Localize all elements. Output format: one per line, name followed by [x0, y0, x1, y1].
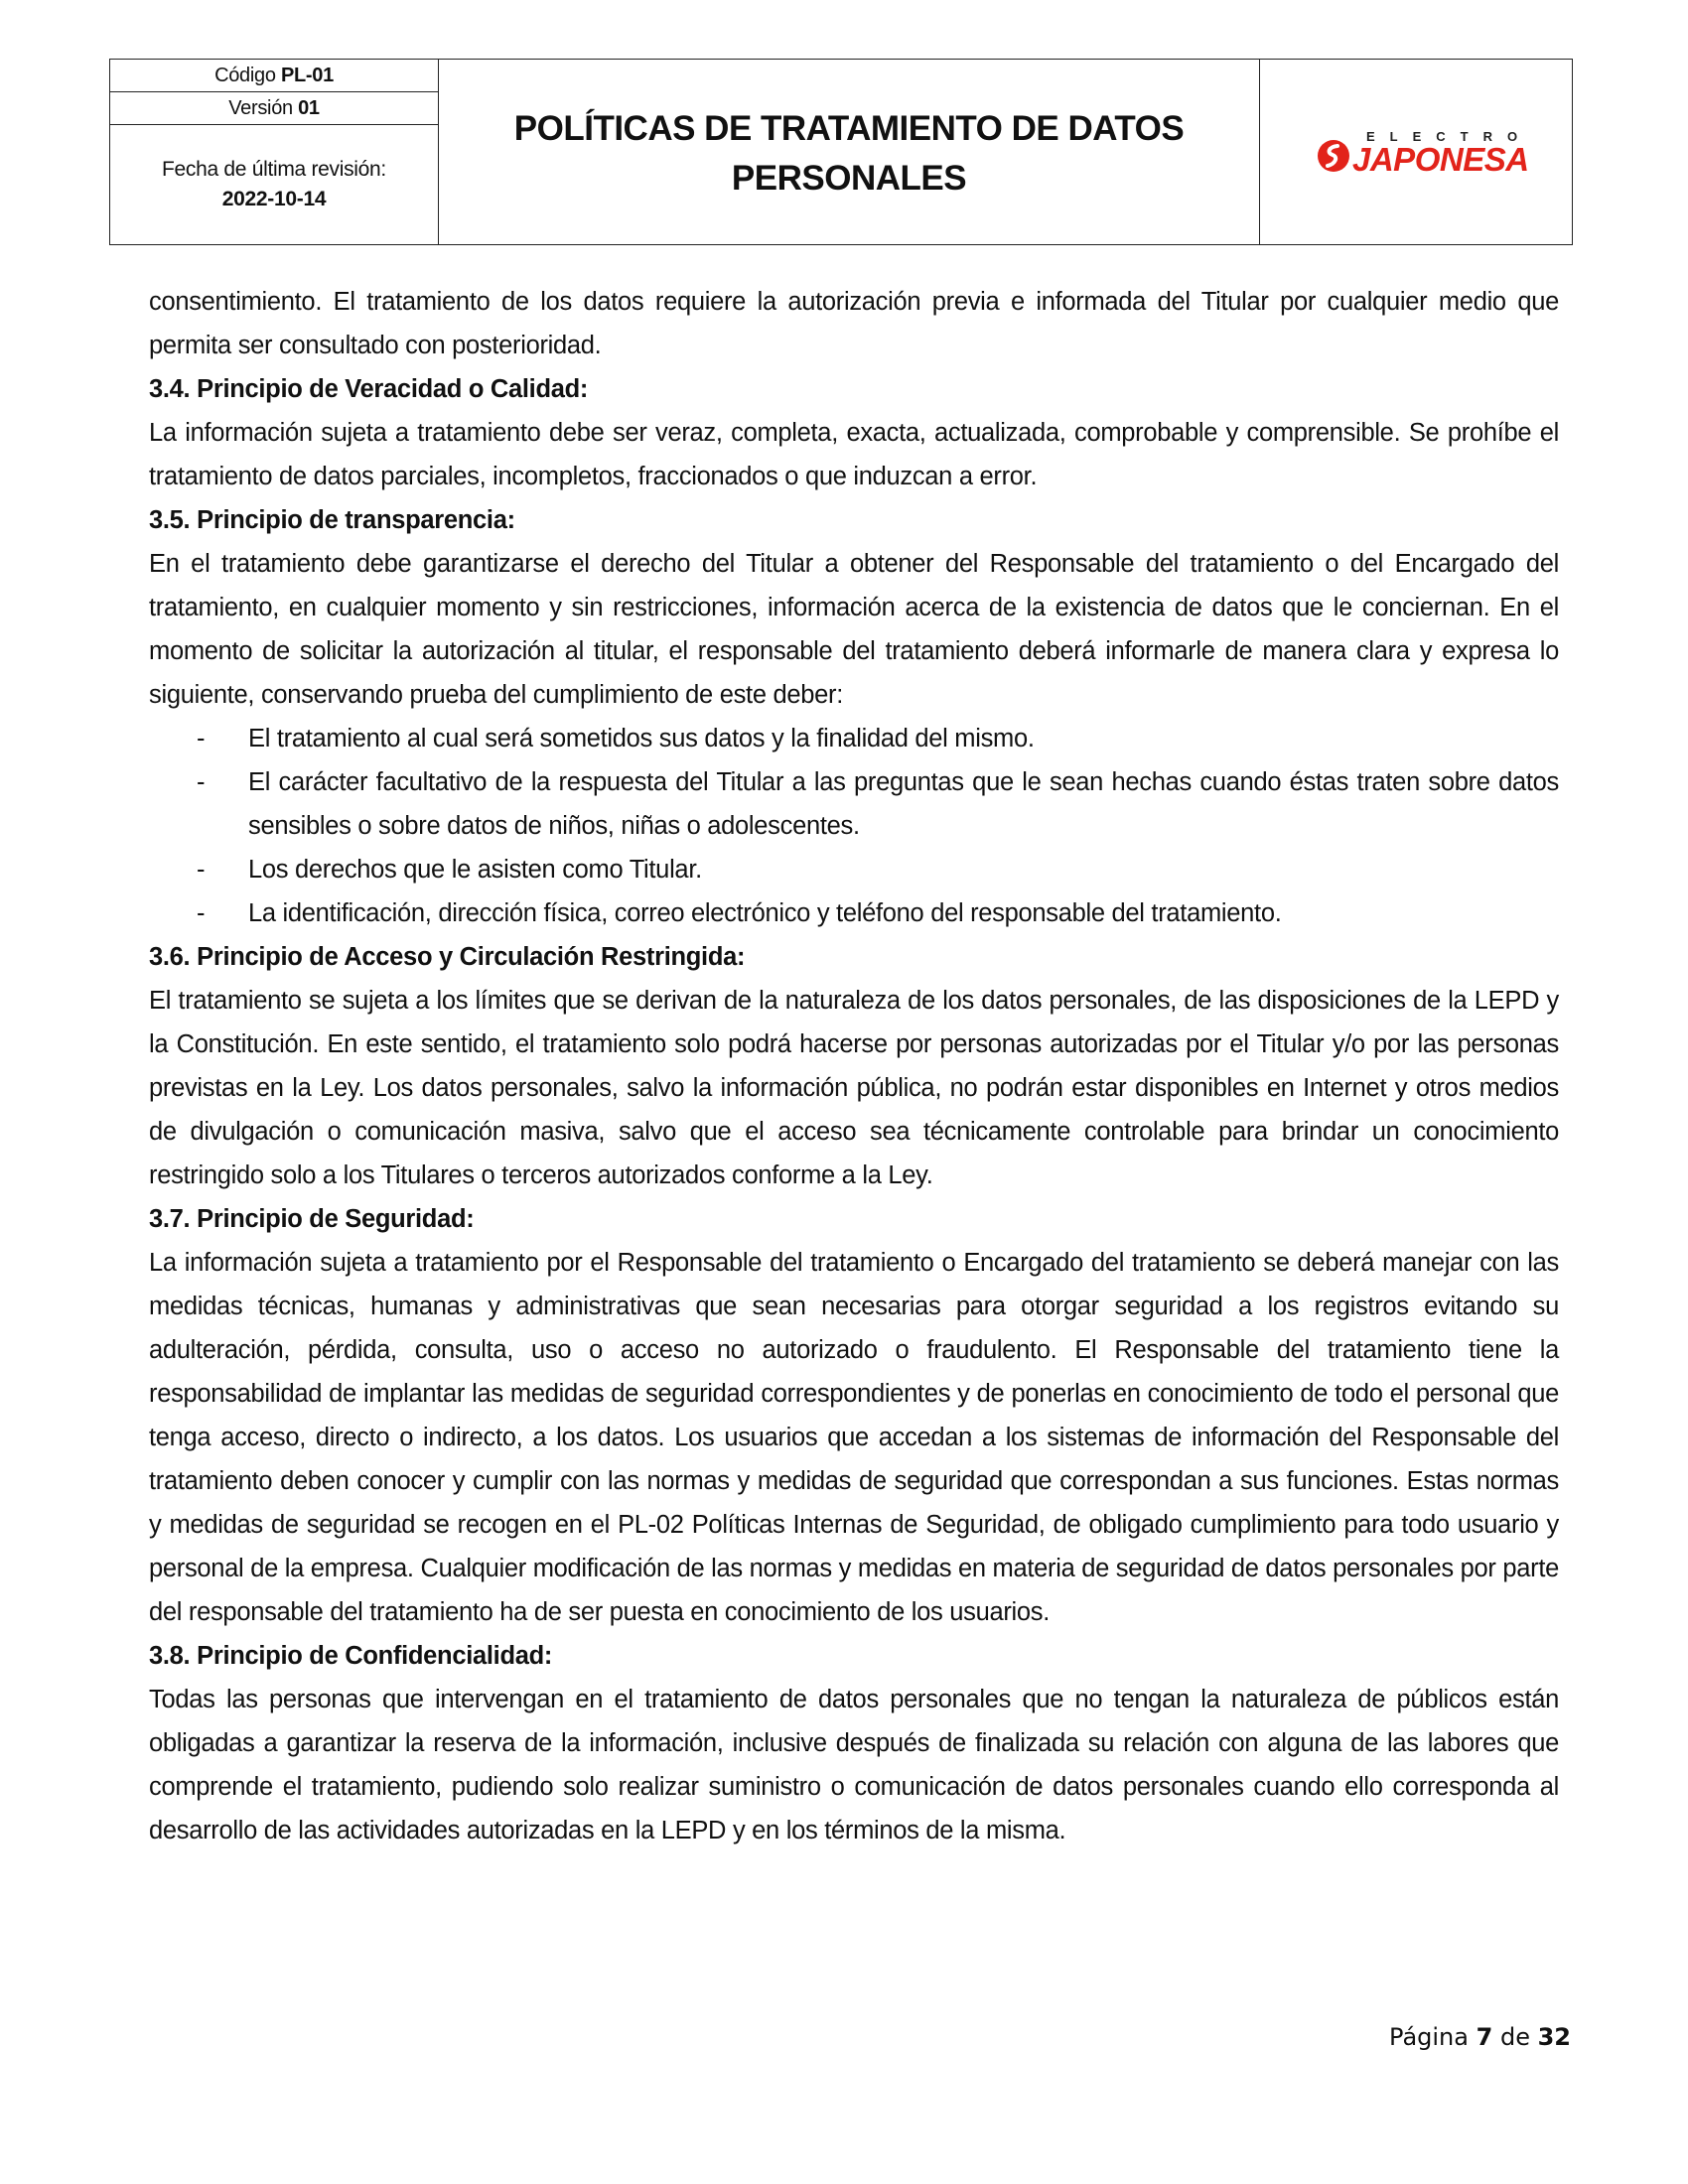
list-marker: - [197, 725, 206, 752]
document-version [110, 92, 438, 125]
transparency-list [149, 717, 1559, 935]
list-item-text: Los derechos que le asisten como Titular. [248, 856, 702, 884]
section-3-8-heading: 3.8. Principio de Confidencialidad: [149, 1642, 553, 1670]
section-3-8-text: Todas las personas que intervengan en el tratamiento de datos personales que no tengan la naturaleza de públicos están obligadas a garantizar la reserva de la información, inclusive después de finalizada su relación con alguna de las labores que comprende el tratamiento, pudiendo solo realizar suministro o comunicación de datos personales cuando ello corresponda al desarrollo de las actividades autorizadas en la LEPD y en los términos de la misma. [149, 1686, 1559, 1844]
list-item [149, 848, 1559, 891]
list-marker: - [197, 856, 206, 884]
revision-date [110, 125, 438, 244]
section-3-7-text: La información sujeta a tratamiento por el Responsable del tratamiento o Encargado del tratamiento se deberá manejar con las medidas técnicas, humanas y administrativas que sean necesarias para otorgar seguridad a los registros evitando su adulteración, pérdida, consulta, uso o acceso no autorizado o fraudulento. El Responsable del tratamiento tiene la responsabilidad de implantar las medidas de seguridad correspondientes y de ponerlas en conocimiento de todo el personal que tenga acceso, directo o indirecto, a los datos. Los usuarios que accedan a los sistemas de información del Responsable del tratamiento deben conocer y cumplir con las normas y medidas de seguridad que correspondan a sus funciones. Estas normas y medidas de seguridad se recogen en el PL-02 Políticas Internas de Seguridad, de obligado cumplimiento para todo usuario y personal de la empresa. Cualquier modificación de las normas y medidas en materia de seguridad de datos personales por parte del responsable del tratamiento ha de ser puesta en conocimiento de los usuarios. [149, 1249, 1559, 1626]
document-header [109, 59, 1573, 245]
list-item [149, 891, 1559, 935]
section-3-6-text: El tratamiento se sujeta a los límites que se derivan de la naturaleza de los datos personales, de las disposiciones de la LEPD y la Constitución. En este sentido, el tratamiento solo podrá hacerse por personas autorizadas por el Titular y/o por las personas previstas en la Ley. Los datos personales, salvo la información pública, no podrán estar disponibles en Internet y otros medios de divulgación o comunicación masiva, salvo que el acceso sea técnicamente controlable para brindar un conocimiento restringido solo a los Titulares o terceros autorizados conforme a la Ley. [149, 987, 1559, 1189]
code-value: PL-01 [280, 65, 334, 86]
logo-emblem-icon [1317, 139, 1350, 173]
section-3-5-text: En el tratamiento debe garantizarse el derecho del Titular a obtener del Responsable del tratamiento o del Encargado del tratamiento, en cualquier momento y sin restricciones, información acerca de la existencia de datos que le conciernan. En el momento de solicitar la autorización al titular, el responsable del tratamiento deberá informarle de manera clara y expresa lo siguiente, conservando prueba del cumplimiento de este deber: [149, 550, 1559, 709]
logo-cell [1260, 60, 1572, 244]
revision-date-label: Fecha de última revisión: [162, 158, 386, 181]
list-item-text: El tratamiento al cual será sometidos sus datos y la finalidad del mismo. [248, 725, 1035, 752]
document-title-cell [439, 60, 1260, 244]
revision-date-value: 2022-10-14 [221, 188, 327, 210]
document-title: POLÍTICAS DE TRATAMIENTO DE DATOS PERSONALES [513, 109, 1185, 198]
list-item [149, 717, 1559, 760]
total-pages: 32 [1537, 2023, 1571, 2051]
document-code [110, 60, 438, 92]
page-number: 7 [1476, 2023, 1493, 2051]
section-3-4-text: La información sujeta a tratamiento debe ser veraz, completa, exacta, actualizada, comprobable y comprensible. Se prohíbe el tratamiento de datos parciales, incompletos, fraccionados o que induzcan a error. [149, 419, 1559, 490]
intro-paragraph: consentimiento. El tratamiento de los datos requiere la autorización previa e informada del Titular por cualquier medio que permita ser consultado con posterioridad. [149, 288, 1559, 359]
list-item [149, 760, 1559, 848]
version-value: 01 [298, 97, 320, 119]
logo-top-text: ELECTRO [1366, 129, 1533, 144]
document-control-block [110, 60, 439, 244]
section-3-4-heading: 3.4. Principio de Veracidad o Calidad: [149, 375, 589, 403]
page-label: Página [1389, 2023, 1469, 2051]
code-label: Código [214, 65, 276, 86]
page-of-label: de [1499, 2023, 1530, 2051]
version-label: Versión [228, 97, 293, 119]
company-logo [1317, 127, 1533, 178]
list-marker: - [197, 768, 206, 796]
section-3-7-heading: 3.7. Principio de Seguridad: [149, 1205, 475, 1233]
section-3-5-heading: 3.5. Principio de transparencia: [149, 506, 515, 534]
page-number-footer [1389, 2023, 1571, 2051]
section-3-6-heading: 3.6. Principio de Acceso y Circulación Restringida: [149, 943, 746, 971]
list-item-text: El carácter facultativo de la respuesta del Titular a las preguntas que le sean hechas cuando éstas traten sobre datos sensibles o sobre datos de niños, niñas o adolescentes. [248, 768, 1559, 840]
list-marker: - [197, 899, 206, 927]
list-item-text: La identificación, dirección física, correo electrónico y teléfono del responsable del tratamiento. [248, 899, 1282, 927]
logo-main-text: JAPONESA [1352, 141, 1529, 178]
document-body [149, 280, 1559, 1852]
